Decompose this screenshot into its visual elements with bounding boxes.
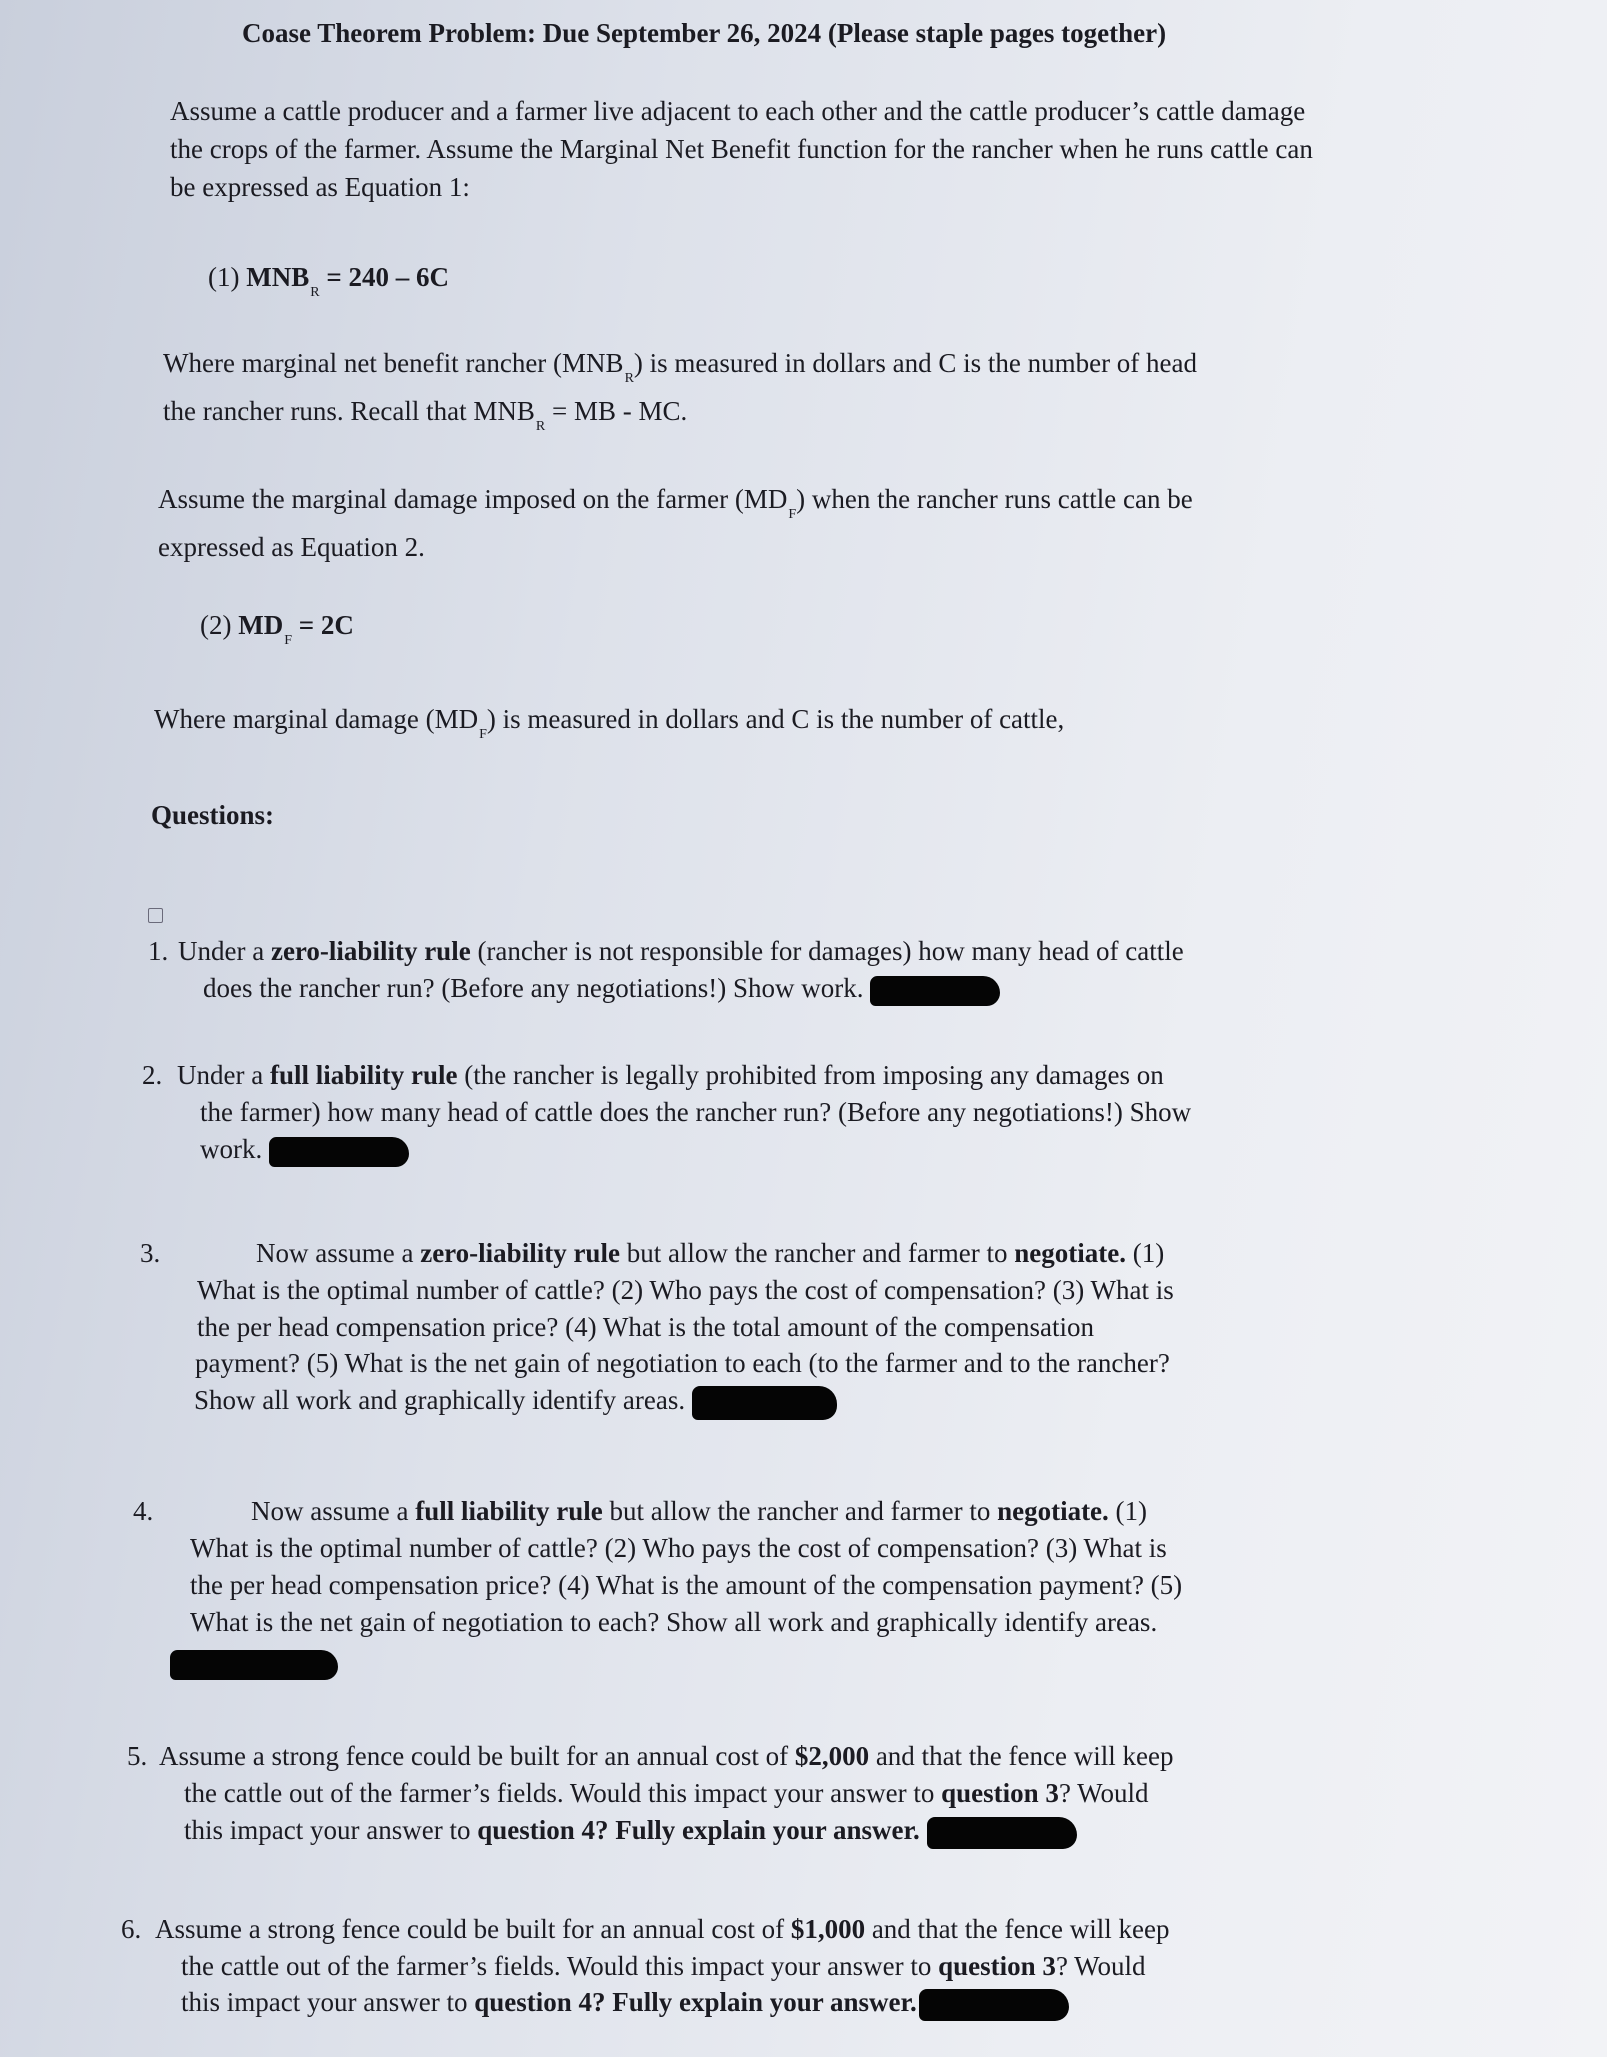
question-6-line-3: this impact your answer to question 4? Fully explain your answer. xyxy=(181,1984,1069,2021)
mnb-text-b: ) is measured in dollars and C is the number of head xyxy=(633,348,1198,378)
mnb-text-c: the rancher runs. Recall that MNB xyxy=(163,396,535,426)
equation-2-lhs: MD xyxy=(238,610,284,640)
question-5-bold-q3: question 3 xyxy=(941,1778,1059,1808)
redaction-mark xyxy=(170,1650,338,1680)
redaction-mark xyxy=(870,976,1000,1006)
mnb-definition-line-1 xyxy=(163,344,1197,388)
question-4-line-2: What is the optimal number of cattle? (2) Who pays the cost of compensation? (3) What is xyxy=(190,1533,1167,1563)
document-title: Coase Theorem Problem: Due September 26, 2024 (Please staple pages together) xyxy=(242,18,1167,48)
question-3-number: 3. xyxy=(140,1238,161,1268)
md-intro xyxy=(158,480,1193,566)
equation-2-subscript: F xyxy=(284,633,293,648)
equation-1-rhs: = 240 – 6C xyxy=(326,262,449,292)
question-2-line-3: work. xyxy=(200,1131,409,1168)
question-6-line-1: Assume a strong fence could be built for an annual cost of $1,000 and that the fence will keep xyxy=(155,1914,1170,1944)
equation-1 xyxy=(208,262,449,300)
mnb-definition xyxy=(163,344,1197,436)
question-3-line-5: Show all work and graphically identify areas. xyxy=(194,1382,837,1420)
question-4-number: 4. xyxy=(133,1496,154,1526)
question-5-bold-cost: $2,000 xyxy=(794,1741,870,1771)
redaction-mark xyxy=(269,1137,409,1167)
question-6-line-2: the cattle out of the farmer’s fields. Would this impact your answer to question 3? Would xyxy=(181,1951,1146,1981)
question-5-line-2: the cattle out of the farmer’s fields. Would this impact your answer to question 3? Would xyxy=(184,1778,1149,1808)
redaction-mark xyxy=(919,1989,1069,2021)
question-5-line-3: this impact your answer to question 4? Fully explain your answer. xyxy=(184,1812,1077,1849)
question-3-line-1: Now assume a zero-liability rule but allow the rancher and farmer to negotiate. (1) xyxy=(256,1238,1165,1268)
mnb-definition-line-2 xyxy=(163,392,1197,436)
md-def-subscript: F xyxy=(479,727,487,742)
question-4-bold-rule: full liability rule xyxy=(415,1496,603,1526)
mnb-subscript: R xyxy=(624,371,634,386)
question-2-line-1: Under a full liability rule (the rancher is legally prohibited from imposing any damages on xyxy=(177,1060,1164,1090)
question-3 xyxy=(140,1235,1410,1425)
question-6-bold-cost: $1,000 xyxy=(790,1914,866,1944)
mnb-subscript-2: R xyxy=(535,419,546,434)
redaction-mark xyxy=(927,1817,1077,1849)
question-2-bold: full liability rule xyxy=(269,1060,458,1090)
question-3-line-2: What is the optimal number of cattle? (2) Who pays the cost of compensation? (3) What is xyxy=(197,1275,1174,1305)
redaction-mark xyxy=(692,1386,837,1420)
question-2 xyxy=(142,1057,1412,1177)
md-intro-line-2: expressed as Equation 2. xyxy=(158,532,425,562)
intro-paragraph: Assume a cattle producer and a farmer live adjacent to each other and the cattle producer’s cattle damage the crops of the farmer. Assume the Marginal Net Benefit function for the rancher when he runs cattle can be expressed as Equation 1: xyxy=(170,96,1313,202)
questions-heading: Questions: xyxy=(151,800,275,830)
question-4-line-4: What is the net gain of negotiation to each? Show all work and graphically identify areas. xyxy=(190,1607,1158,1637)
question-1 xyxy=(148,933,1398,1013)
question-6-number: 6. xyxy=(121,1914,142,1944)
equation-1-label: (1) xyxy=(208,262,240,292)
md-intro-line-1 xyxy=(158,480,1193,524)
question-5 xyxy=(127,1738,1427,1858)
question-4-line-3: the per head compensation price? (4) What is the amount of the compensation payment? (5) xyxy=(190,1570,1183,1600)
question-1-number: 1. xyxy=(148,936,169,966)
question-1-bold: zero-liability rule xyxy=(270,936,471,966)
checkbox-icon[interactable] xyxy=(148,908,163,923)
question-3-bold-rule: zero-liability rule xyxy=(420,1238,620,1268)
question-3-line-4: payment? (5) What is the net gain of negotiation to each (to the farmer and to the rancher? xyxy=(195,1348,1170,1378)
question-1-line-2: does the rancher run? (Before any negotiations!) Show work. xyxy=(203,970,1000,1007)
md-def-text-a: Where marginal damage (MD xyxy=(154,704,479,734)
md-intro-text-b: ) when the rancher runs cattle can be xyxy=(796,484,1193,514)
question-4-line-1: Now assume a full liability rule but allow the rancher and farmer to negotiate. (1) xyxy=(251,1496,1148,1526)
md-definition xyxy=(154,700,1064,744)
question-2-line-2: the farmer) how many head of cattle does the rancher run? (Before any negotiations!) Show xyxy=(200,1097,1192,1127)
equation-1-lhs: MNB xyxy=(246,262,310,292)
question-4-bold-negotiate: negotiate. xyxy=(997,1496,1109,1526)
md-def-text-b: ) is measured in dollars and C is the number of cattle, xyxy=(486,704,1065,734)
question-5-number: 5. xyxy=(127,1741,148,1771)
question-5-bold-q4: question 4? Fully explain your answer. xyxy=(477,1815,920,1845)
question-6 xyxy=(121,1911,1431,2031)
equation-2-rhs: = 2C xyxy=(298,610,354,640)
equation-1-subscript: R xyxy=(310,285,320,300)
question-3-bold-negotiate: negotiate. xyxy=(1014,1238,1126,1268)
mnb-text-a: Where marginal net benefit rancher (MNB xyxy=(163,348,624,378)
md-intro-text-a: Assume the marginal damage imposed on the farmer (MD xyxy=(158,484,788,514)
question-6-bold-q4: question 4? Fully explain your answer. xyxy=(474,1987,917,2017)
question-6-bold-q3: question 3 xyxy=(938,1951,1056,1981)
md-intro-subscript: F xyxy=(788,507,797,522)
equation-2-label: (2) xyxy=(200,610,232,640)
mnb-text-d: = MB - MC. xyxy=(545,396,688,426)
question-2-number: 2. xyxy=(142,1060,163,1090)
question-5-line-1: Assume a strong fence could be built for an annual cost of $2,000 and that the fence will keep xyxy=(159,1741,1174,1771)
question-3-line-3: the per head compensation price? (4) What is the total amount of the compensation xyxy=(197,1312,1094,1342)
question-1-line-1: Under a zero-liability rule (rancher is not responsible for damages) how many head of cattle xyxy=(178,936,1184,966)
equation-2 xyxy=(200,610,354,648)
